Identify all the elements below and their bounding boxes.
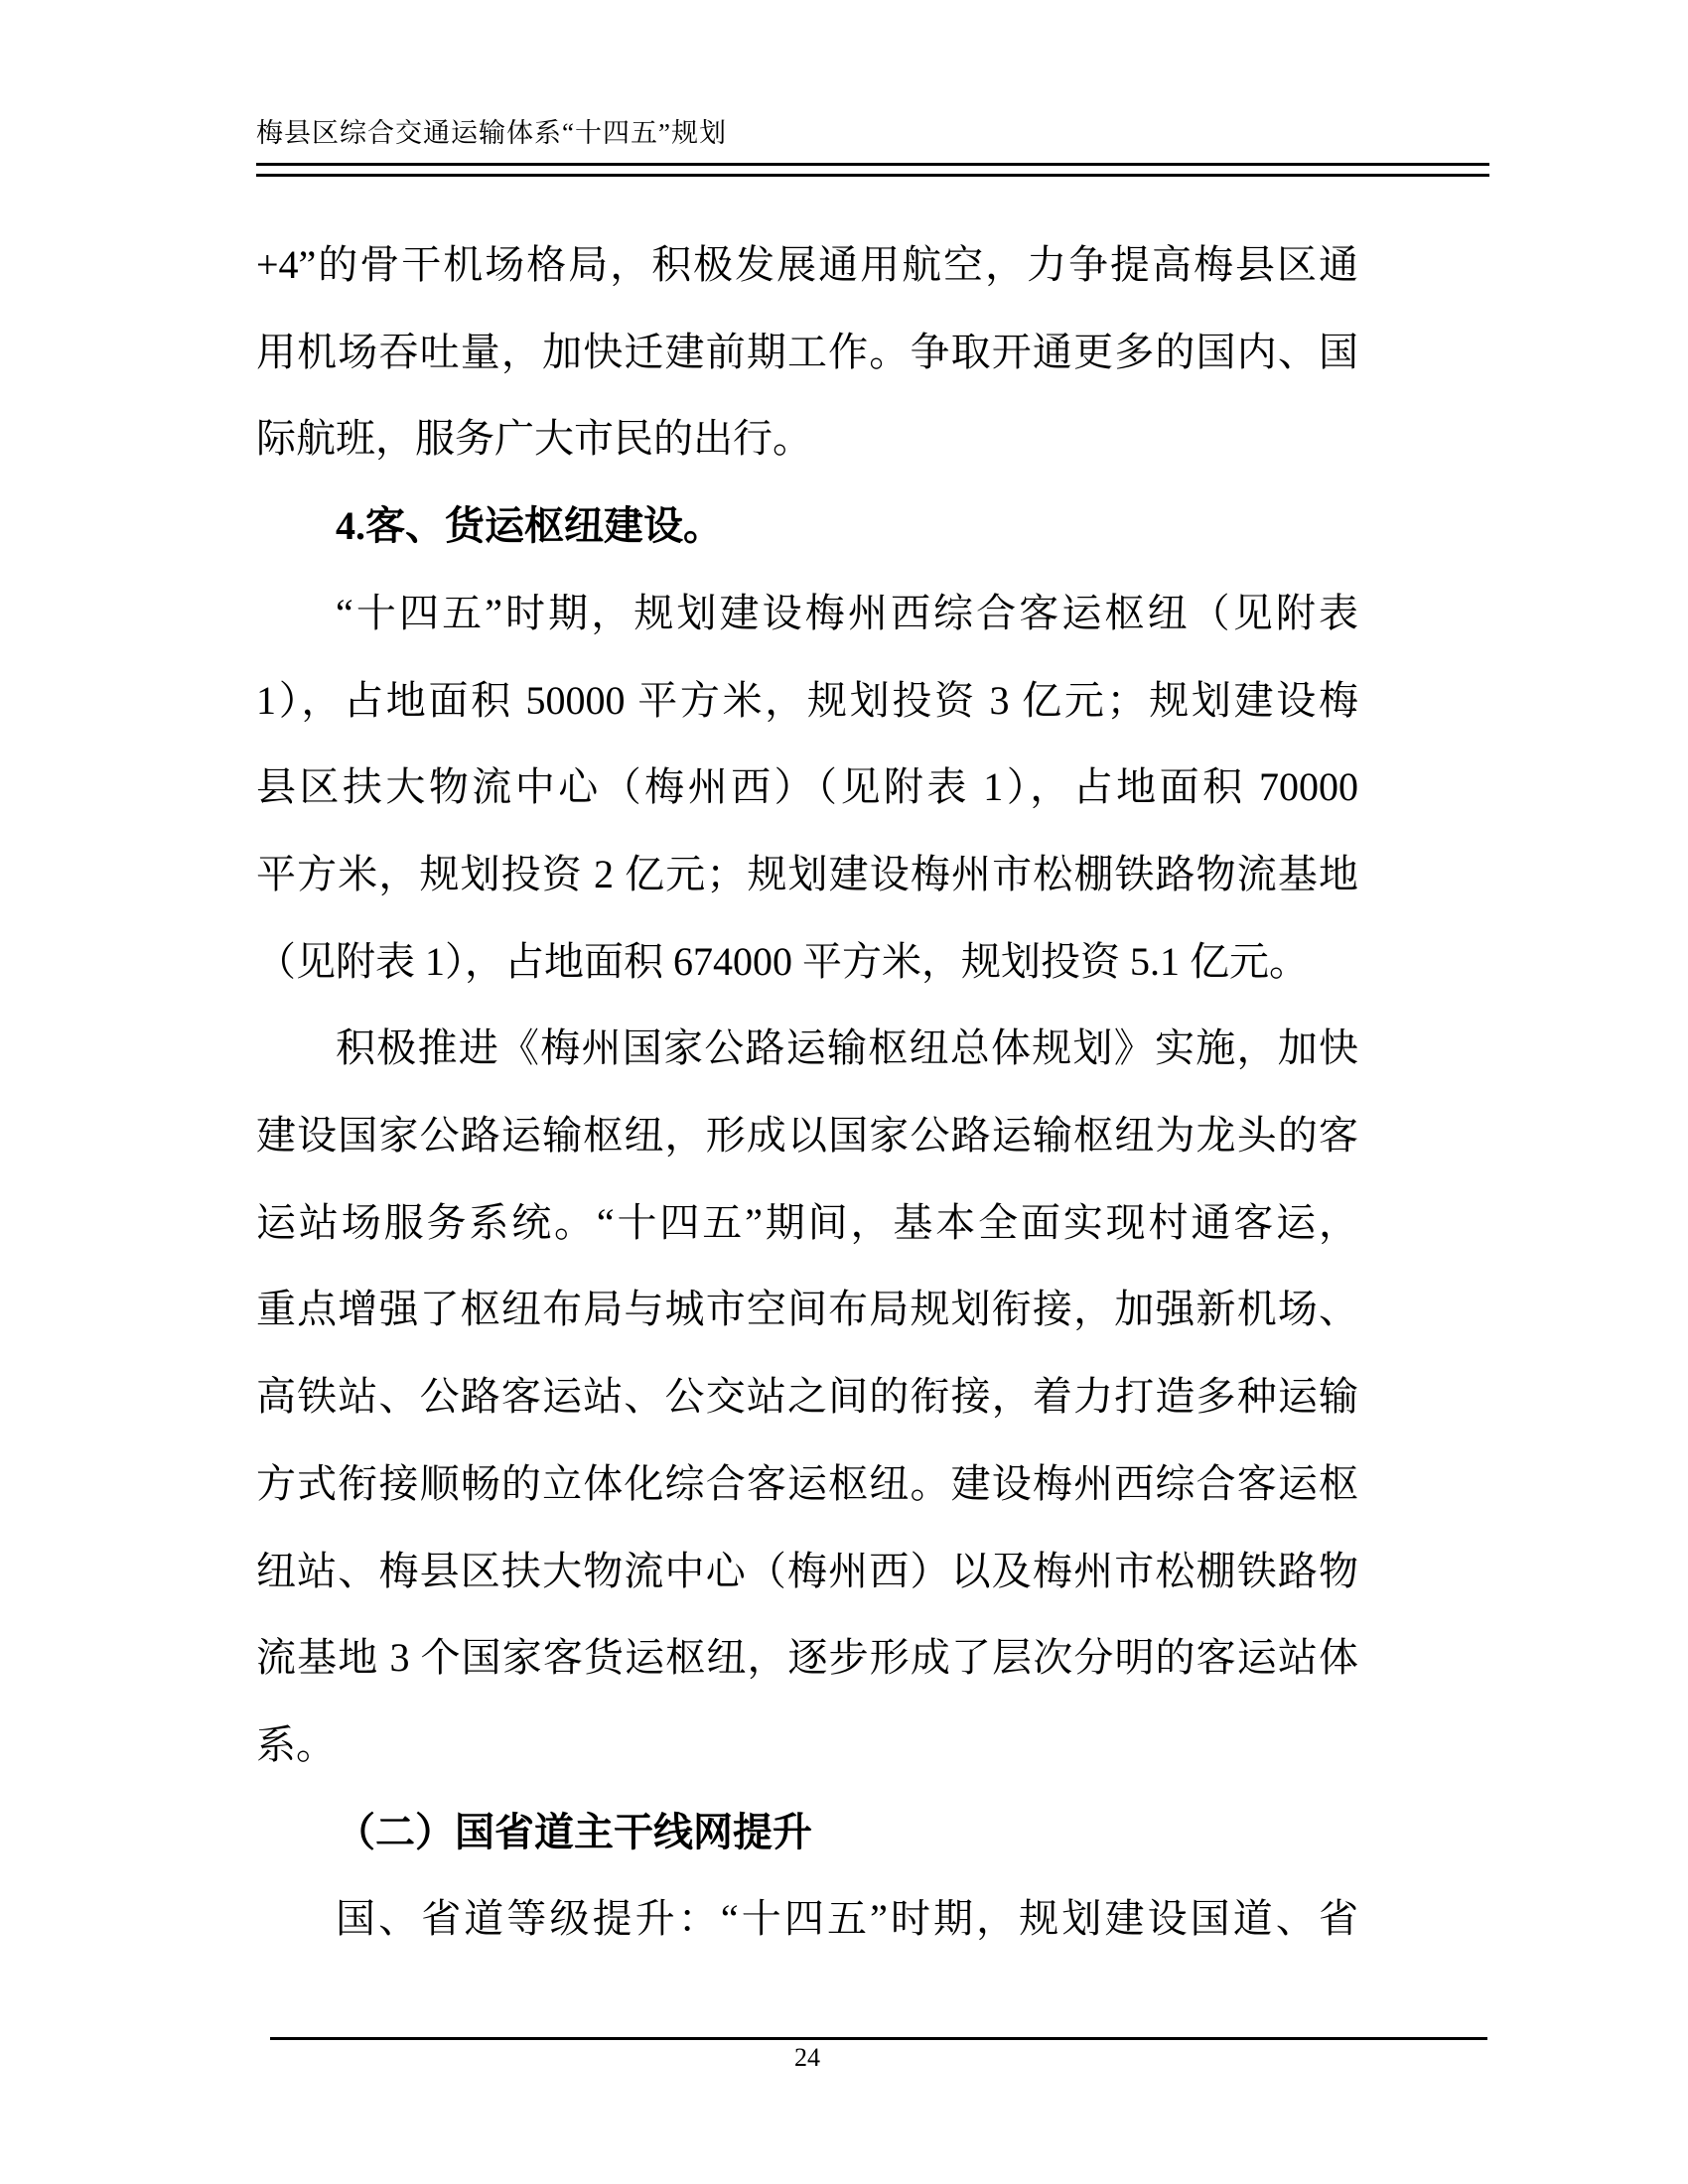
header-double-rule [256, 163, 1489, 177]
body-line: （见附表 1），占地面积 674000 平方米，规划投资 5.1 亿元。 [256, 938, 1309, 984]
body-line: 建设国家公路运输枢纽，形成以国家公路运输枢纽为龙头的客 [256, 1113, 1358, 1159]
document-body [256, 221, 1358, 1963]
body-line: 方式衔接顺畅的立体化综合客运枢纽。建设梅州西综合客运枢 [256, 1460, 1358, 1506]
body-line: 重点增强了枢纽布局与城市空间布局规划衔接，加强新机场、 [256, 1287, 1358, 1332]
body-line: 用机场吞吐量，加快迁建前期工作。争取开通更多的国内、国 [256, 329, 1358, 374]
body-line: 运站场服务系统。“十四五”期间，基本全面实现村通客运， [256, 1199, 1358, 1245]
body-line: 系。 [256, 1721, 336, 1767]
body-line: 国、省道等级提升：“十四五”时期，规划建设国道、省 [336, 1896, 1358, 1942]
page-number: 24 [794, 2043, 820, 2072]
footer-rule [270, 2037, 1487, 2040]
body-line: 积极推进《梅州国家公路运输枢纽总体规划》实施，加快 [336, 1025, 1358, 1071]
body-line: 高铁站、公路客运站、公交站之间的衔接，着力打造多种运输 [256, 1374, 1358, 1420]
body-line: “十四五”时期，规划建设梅州西综合客运枢纽（见附表 [336, 590, 1358, 635]
section-heading-2: （二）国省道主干线网提升 [336, 1809, 812, 1854]
body-line: 平方米，规划投资 2 亿元；规划建设梅州市松棚铁路物流基地 [256, 851, 1358, 896]
body-line: 际航班，服务广大市民的出行。 [256, 416, 812, 462]
section-heading-4: 4.客、货运枢纽建设。 [336, 503, 723, 549]
body-line: 纽站、梅县区扶大物流中心（梅州西）以及梅州市松棚铁路物 [256, 1548, 1358, 1593]
body-line: 流基地 3 个国家客货运枢纽，逐步形成了层次分明的客运站体 [256, 1635, 1358, 1681]
page-header-title: 梅县区综合交通运输体系“十四五”规划 [256, 118, 727, 148]
body-line: 1），占地面积 50000 平方米，规划投资 3 亿元；规划建设梅 [256, 677, 1358, 723]
body-line: +4”的骨干机场格局，积极发展通用航空，力争提高梅县区通 [256, 242, 1358, 287]
body-line: 县区扶大物流中心（梅州西）（见附表 1），占地面积 70000 [256, 764, 1358, 810]
